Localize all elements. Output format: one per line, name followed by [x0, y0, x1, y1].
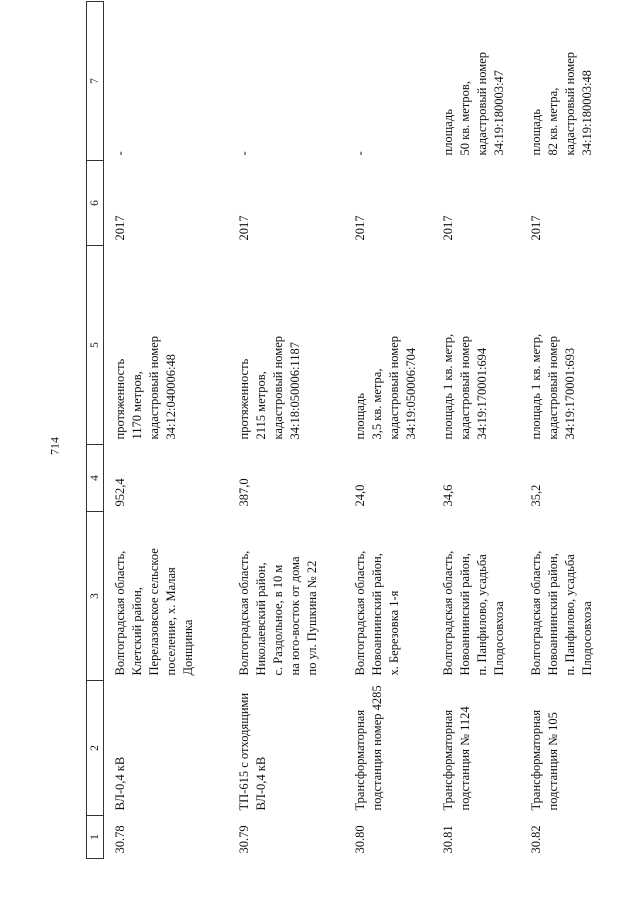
- object-value: 35,2: [529, 484, 543, 507]
- header-col-3: 3: [87, 512, 104, 681]
- page-number: 714: [47, 437, 62, 455]
- table-row: [344, 2, 432, 859]
- table-row: [520, 2, 610, 859]
- object-address: Волгоградская область, Новоаннинский район, п. Панфилово, усадьба Плодосовхоза: [441, 550, 506, 676]
- object-characteristics: площадь 3,5 кв. метра, кадастровый номер 34:19:050006:704: [353, 335, 418, 440]
- row-number: 30.78: [113, 825, 127, 854]
- object-address: Волгоградская область, Клетский район, Перелазовское сельское поселение, х. Малая Донщинка: [113, 548, 195, 676]
- object-name: Трансформаторная подстанция номер 4285: [353, 685, 384, 811]
- row-number: 30.81: [441, 825, 455, 854]
- object-year: 2017: [441, 215, 455, 241]
- object-year: 2017: [353, 215, 367, 241]
- header-col-4: 4: [87, 445, 104, 512]
- row-number: 30.80: [353, 825, 367, 854]
- object-year: 2017: [113, 215, 127, 241]
- land-info: -: [237, 151, 251, 156]
- object-address: Волгоградская область, Новоаннинский район, х. Березовка 1-я: [353, 550, 401, 676]
- object-characteristics: протяженность 1170 метров, кадастровый номер 34:12:040006:48: [113, 335, 178, 440]
- land-info: площадь 50 кв. метров, кадастровый номер 34:19:180003:47: [441, 51, 506, 156]
- object-address: Волгоградская область, Николаевский район, с. Раздольное, в 10 м на юго-восток от дома по ул. Пушкина № 22: [237, 550, 319, 676]
- object-value: 34,6: [441, 484, 455, 507]
- object-characteristics: площадь 1 кв. метр, кадастровый номер 34:19:170001:694: [441, 333, 489, 440]
- table-header-row: [87, 2, 104, 859]
- object-value: 387,0: [237, 478, 251, 507]
- header-col-2: 2: [87, 681, 104, 816]
- object-name: Трансформаторная подстанция № 1124: [441, 706, 472, 811]
- row-number: 30.82: [529, 825, 543, 854]
- object-name: Трансформаторная подстанция № 105: [529, 709, 560, 811]
- land-info: -: [113, 151, 127, 156]
- header-col-6: 6: [87, 161, 104, 246]
- land-info: площадь 82 кв. метра, кадастровый номер 34:19:180003:48: [529, 51, 594, 156]
- table-row: [228, 2, 344, 859]
- table-row: [104, 2, 229, 859]
- object-name: ВЛ-0,4 кВ: [113, 756, 127, 811]
- object-characteristics: площадь 1 кв. метр, кадастровый номер 34:19:170001:693: [529, 333, 577, 440]
- header-col-7: 7: [87, 2, 104, 161]
- row-number: 30.79: [237, 825, 251, 854]
- object-characteristics: протяженность 2115 метров, кадастровый номер 34:18:050006:1187: [237, 335, 302, 440]
- header-col-1: 1: [87, 816, 104, 859]
- object-value: 24,0: [353, 484, 367, 507]
- object-address: Волгоградская область, Новоаннинский район, п. Панфилово, усадьба Плодосовхоза: [529, 550, 594, 676]
- object-value: 952,4: [113, 478, 127, 507]
- land-info: -: [353, 151, 367, 156]
- property-table-container: [86, 37, 594, 859]
- table-row: [432, 2, 520, 859]
- property-table: [86, 1, 610, 859]
- object-name: ТП-615 с отходящими ВЛ-0,4 кВ: [237, 692, 268, 811]
- object-year: 2017: [237, 215, 251, 241]
- header-col-5: 5: [87, 246, 104, 445]
- object-year: 2017: [529, 215, 543, 241]
